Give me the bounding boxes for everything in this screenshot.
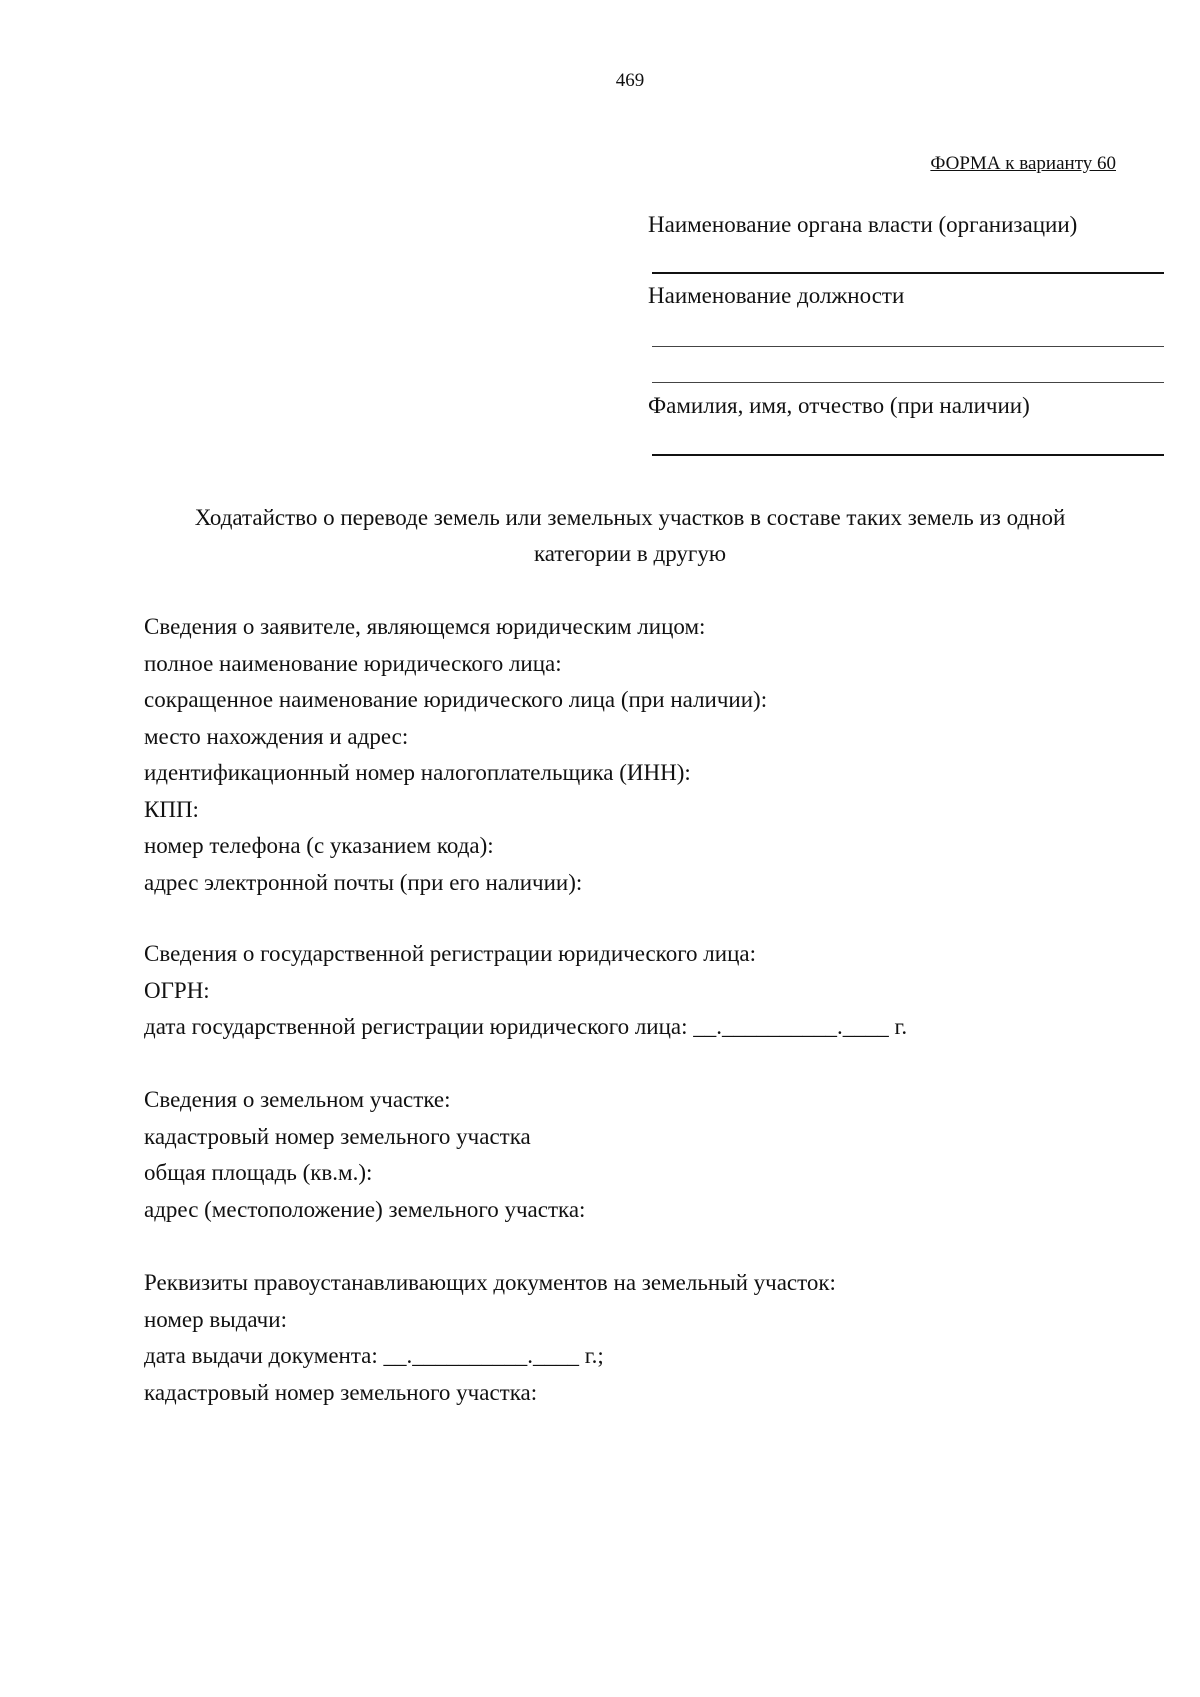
registration-date-field: дата государственной регистрации юридического лица: __.__________.____ г. [144, 1014, 908, 1039]
document-title [120, 500, 1140, 572]
documents-section [144, 1265, 1094, 1411]
location-field: адрес (местоположение) земельного участка: [144, 1196, 586, 1222]
authority-label: Наименование органа власти (организации) [648, 212, 1078, 237]
address-field: место нахождения и адрес: [144, 723, 409, 749]
issue-date-field: дата выдачи документа: __.__________.____ г.; [144, 1343, 604, 1368]
land-section [144, 1082, 1094, 1228]
applicant-section [144, 609, 1094, 901]
applicant-heading: Сведения о заявителе, являющемся юридическим лицом: [144, 614, 706, 639]
issue-number-field: номер выдачи: [144, 1306, 287, 1332]
ogrn-field: ОГРН: [144, 977, 210, 1003]
fio-input-line [652, 454, 1164, 456]
position-input-line-2 [652, 382, 1164, 383]
cadastral-number-field: кадастровый номер земельного участка [144, 1123, 531, 1149]
documents-heading: Реквизиты правоустанавливающих документов на земельный участок: [144, 1270, 836, 1295]
short-name-field: сокращенное наименование юридического лица (при наличии): [144, 687, 768, 712]
area-field: общая площадь (кв.м.): [144, 1160, 373, 1185]
email-field: адрес электронной почты (при его наличии): [144, 869, 583, 895]
land-heading: Сведения о земельном участке: [144, 1087, 451, 1112]
authority-input-line [652, 272, 1164, 274]
registration-section [144, 936, 1094, 1046]
kpp-field: КПП: [144, 796, 199, 822]
position-input-line-1 [652, 346, 1164, 347]
full-name-field: полное наименование юридического лица: [144, 650, 562, 676]
inn-field: идентификационный номер налогоплательщика (ИНН): [144, 760, 691, 785]
title-line-1: Ходатайство о переводе земель или земельных участков в составе таких земель из одной [194, 505, 1066, 530]
phone-field: номер телефона (с указанием кода): [144, 833, 494, 858]
title-line-2: категории в другую [533, 541, 727, 566]
position-label: Наименование должности [648, 283, 905, 308]
documents-cadastral-field: кадастровый номер земельного участка: [144, 1379, 538, 1405]
registration-heading: Сведения о государственной регистрации юридического лица: [144, 941, 756, 966]
fio-label: Фамилия, имя, отчество (при наличии) [648, 393, 1030, 418]
form-label: ФОРМА к варианту 60 [930, 153, 1116, 174]
page-number: 469 [615, 70, 645, 91]
